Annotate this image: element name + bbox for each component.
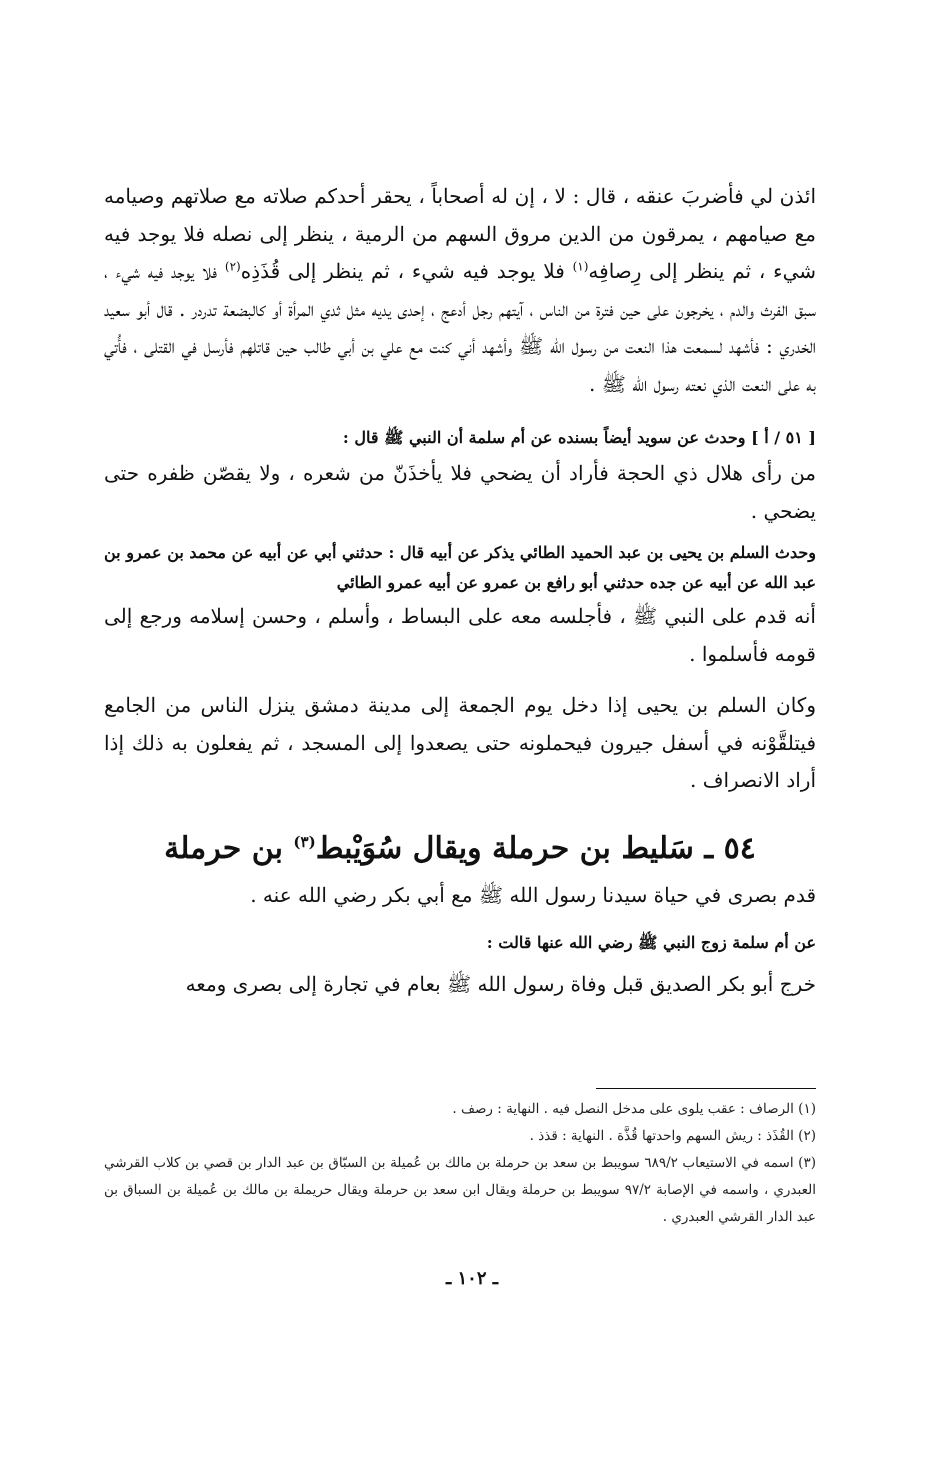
footnote-ref-1: (١): [572, 259, 589, 274]
paragraph-amr-al-tai: أنه قدم على النبي ﷺ ، فأجلسه معه على البساط ، وأسلم ، وحسن إسلامه ورجع إلى قومه فأسلموا .: [104, 604, 816, 666]
page-body: [104, 178, 816, 1004]
heading-text-tail: بن حرملة: [164, 830, 294, 866]
paragraph-hadith-udhiya: من رأى هلال ذي الحجة فأراد أن يضحي فلا يأخذَنّ من شعره ، ولا يقصّن ظفره حتى يضحي .: [104, 461, 816, 523]
footnotes: [104, 1096, 816, 1231]
paragraph-busra: قدم بصرى في حياة سيدنا رسول الله ﷺ مع أبي بكر رضي الله عنه .: [250, 882, 816, 907]
paragraph-hadith-khawarij: [104, 178, 816, 403]
footnote-2: (٢) القُذَذ : ريش السهم واحدتها قُذَّة . النهاية : قذذ .: [529, 1128, 816, 1144]
footnote-ref-2: (٢): [224, 259, 241, 274]
isnad-al-salm: وحدث السلم بن يحيى بن عبد الحميد الطائي يذكر عن أبيه قال : حدثني أبي عن أبيه عن محمد بن عمرو بن عبد الله عن أبيه عن جده حدثني أبو رافع بن عمرو عن أبيه عمرو الطائي: [104, 543, 816, 592]
footnote-ref-3: (٣): [293, 832, 316, 851]
footnote-3: (٣) اسمه في الاستيعاب ٦٨٩/٢ سويبط بن سعد بن حرملة بن مالك بن عُميلة بن السبّاق بن عبد الدار بن قصي بن كلاب القرشي العبدري ، واسمه في الإصابة ٩٧/٢ سويبط بن حرملة ويقال ابن سعد بن حرملة ويقال حريملة بن مالك بن عُميلة بن السباق بن عبد الدار القرشي العبدري .: [104, 1155, 816, 1225]
isnad-umm-salama: [ ٥١ / أ ] وحدث عن سويد أيضاً بسنده عن أم سلمة أن النبي ﷺ قال :: [342, 428, 816, 447]
page-number: ـ ١٠٢ ـ: [445, 1268, 499, 1289]
paragraph-al-salm-friday: وكان السلم بن يحيى إذا دخل يوم الجمعة إلى مدينة دمشق ينزل الناس من الجامع فيتلقَّوْنه في أسفل جيرون فيحملونه حتى يصعدوا إلى المسجد ، ثم يفعلون به ذلك إذا أراد الانصراف .: [104, 693, 816, 792]
paragraph-text: فلا يوجد فيه شيء ، ثم ينظر إلى قُذَذِه: [240, 259, 573, 283]
paragraph-text: ائذن لي فأضربَ عنقه ، قال : لا ، إن له أصحاباً ، يحقر أحدكم صلاته مع صلاتهم وصيامه مع صيامهم ، يمرقون من الدين مروق السهم من الرمية ، ينظر إلى نصله فلا يوجد فيه شيء ، ثم ينظر إلى رِصافِه: [104, 184, 816, 283]
paragraph-text: فلا يوجد فيه شيء ، سبق الفرث والدم ، يخرجون على حين فترة من الناس ، آيتهم رجل أدعج ، إحدى يديه مثل ثدي المرأة أو كالبضعة تدردر . قال أبو سعيد الخدري : فأشهد لسمعت هذا النعت من رسول الله ﷺ وأشهد أني كنت مع علي بن أبي طالب حين قاتلهم فأرسل في القتلى ، فأُتي به على النعت الذي نعته رسول الله ﷺ .: [104, 259, 816, 396]
footnote-1: (١) الرصاف : عقب يلوى على مدخل النصل فيه . النهاية : رصف .: [452, 1101, 816, 1117]
section-heading: [104, 814, 816, 877]
heading-text: ٥٤ ـ سَليط بن حرملة ويقال سُوَيْبط: [315, 830, 756, 866]
isnad-umm-salama-2: عن أم سلمة زوج النبي ﷺ رضي الله عنها قالت :: [486, 933, 816, 952]
paragraph-abu-bakr-trade: خرج أبو بكر الصديق قبل وفاة رسول الله ﷺ بعام في تجارة إلى بصرى ومعه: [185, 972, 816, 996]
